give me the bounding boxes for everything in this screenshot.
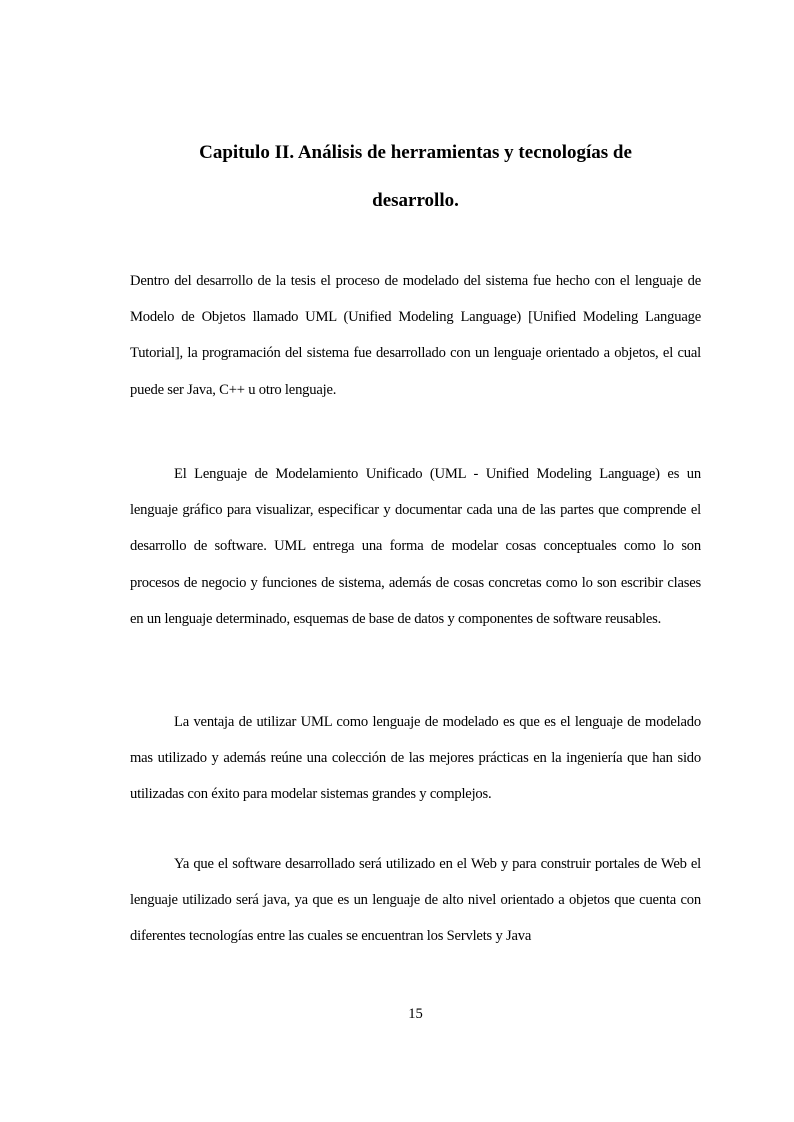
chapter-title-line-2: desarrollo. — [372, 190, 459, 211]
paragraph-uml-definition: El Lenguaje de Modelamiento Unificado (UML - Unified Modeling Language) es un lenguaje gráfico para visualizar, especificar y documentar cada una de las partes que comprende el desarrollo de software. UML entrega una forma de modelar cosas conceptuales como lo son procesos de negocio y funciones de sistema, además de cosas concretas como lo son escribir clases en un lenguaje determinado, esquemas de base de datos y componentes de software reusables. — [130, 466, 701, 627]
paragraph-uml-advantage: La ventaja de utilizar UML como lenguaje de modelado es que es el lenguaje de modelado mas utilizado y además reúne una colección de las mejores prácticas en la ingeniería que han sido utilizadas con éxito para modelar sistemas grandes y complejos. — [130, 714, 701, 803]
paragraph-java-choice: Ya que el software desarrollado será utilizado en el Web y para construir portales de Web el lenguaje utilizado será java, ya que es un lenguaje de alto nivel orientado a objetos que cuenta con diferentes tecnologías entre las cuales se encuentran los Servlets y Java — [130, 856, 701, 945]
paragraph-intro: Dentro del desarrollo de la tesis el proceso de modelado del sistema fue hecho con el lenguaje de Modelo de Objetos llamado UML (Unified Modeling Language) [Unified Modeling Language Tutorial], la programación del sistema fue desarrollado con un lenguaje orientado a objetos, el cual puede ser Java, C++ u otro lenguaje. — [130, 273, 701, 398]
chapter-title-line-1: Capitulo II. Análisis de herramientas y tecnologías de — [199, 142, 632, 163]
page-number: 15 — [408, 1006, 423, 1022]
